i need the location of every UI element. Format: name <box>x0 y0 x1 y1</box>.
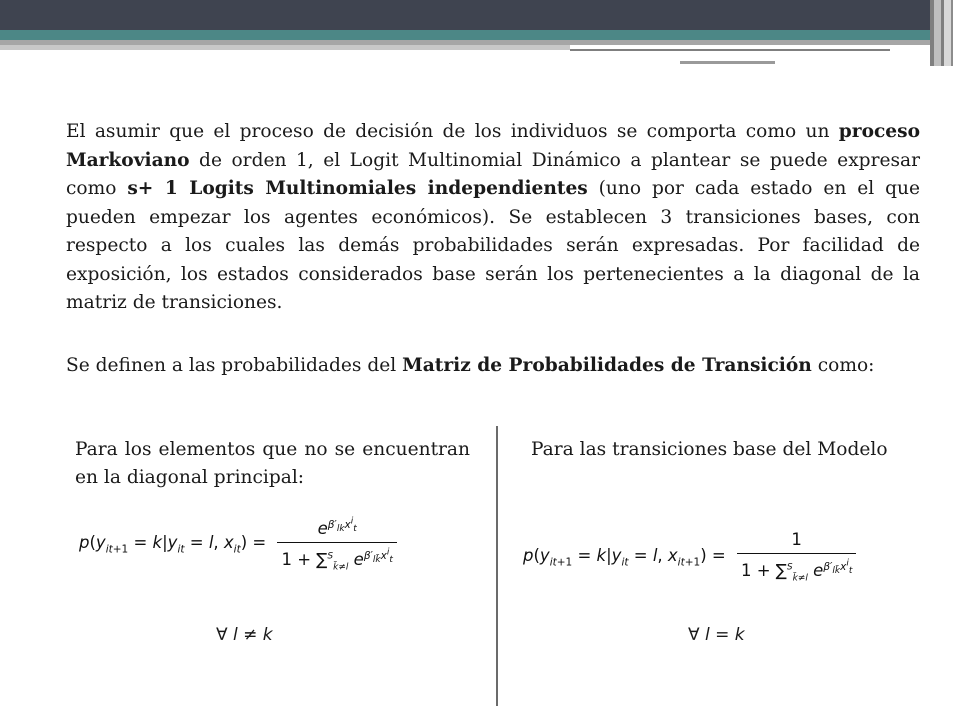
bold-term: proceso Markoviano <box>66 121 920 171</box>
left-column-text: Para los elementos que no se encuentran en la diagonal principal: <box>75 439 470 488</box>
text-run: de orden 1, el Logit Multinomial Dinámico a plantear se puede expresar como <box>66 149 920 199</box>
bold-term: Matriz de Probabilidades de Transición <box>402 355 812 376</box>
header-line-short <box>680 61 775 64</box>
left-condition: ∀ l ≠ k <box>216 625 273 645</box>
right-column-text: Para las transiciones base del Modelo <box>531 439 888 460</box>
bold-term: s+ 1 Logits Multinomiales independientes <box>127 178 588 199</box>
text-run: (uno por cada estado en el que pueden empezar los agentes económicos). Se establecen 3 transiciones bases, con respecto a los cuales las demás probabilidades serán expresadas. Por facilidad de exposición, los estados considerados base serán los pertenecientes a la diagonal de la matriz de transiciones. <box>66 178 920 313</box>
right-condition: ∀ l = k <box>688 625 745 645</box>
text-run: El asumir que el proceso de decisión de los individuos se comporta como un <box>66 121 839 142</box>
definition-paragraph <box>66 349 920 382</box>
header-bar-gray-short <box>0 45 570 50</box>
intro-paragraph <box>66 118 920 318</box>
formula-numerator: 1 <box>791 530 802 549</box>
text-run: Se definen a las probabilidades del <box>66 355 403 376</box>
base-transition-probability-formula: $p(y_{it+1} = k|y_{it} = l$, $x_{it+1}$) = $\frac{1}{1 + \sum^S_{k̃\ne l} e^{\beta'_{lk̃}x^i_t}}$ <box>523 530 856 583</box>
corner-stripe <box>944 0 951 66</box>
corner-stripe <box>951 0 953 66</box>
corner-stripe <box>934 0 941 66</box>
header-bar-teal <box>0 30 930 40</box>
header-bar-dark <box>0 0 930 30</box>
header-line <box>570 49 890 51</box>
column-divider <box>496 426 498 706</box>
off-diagonal-probability-formula: $p(y_{it+1} = k|y_{it} = l$, $x_{it}$) = $\frac{e^{\beta'_{lk}x^i_t}}{1 + \sum^S_{k̃\ne l} e^{\beta'_{lk̃}x^i_t}}$ <box>79 516 397 572</box>
text-run: como: <box>811 355 875 376</box>
